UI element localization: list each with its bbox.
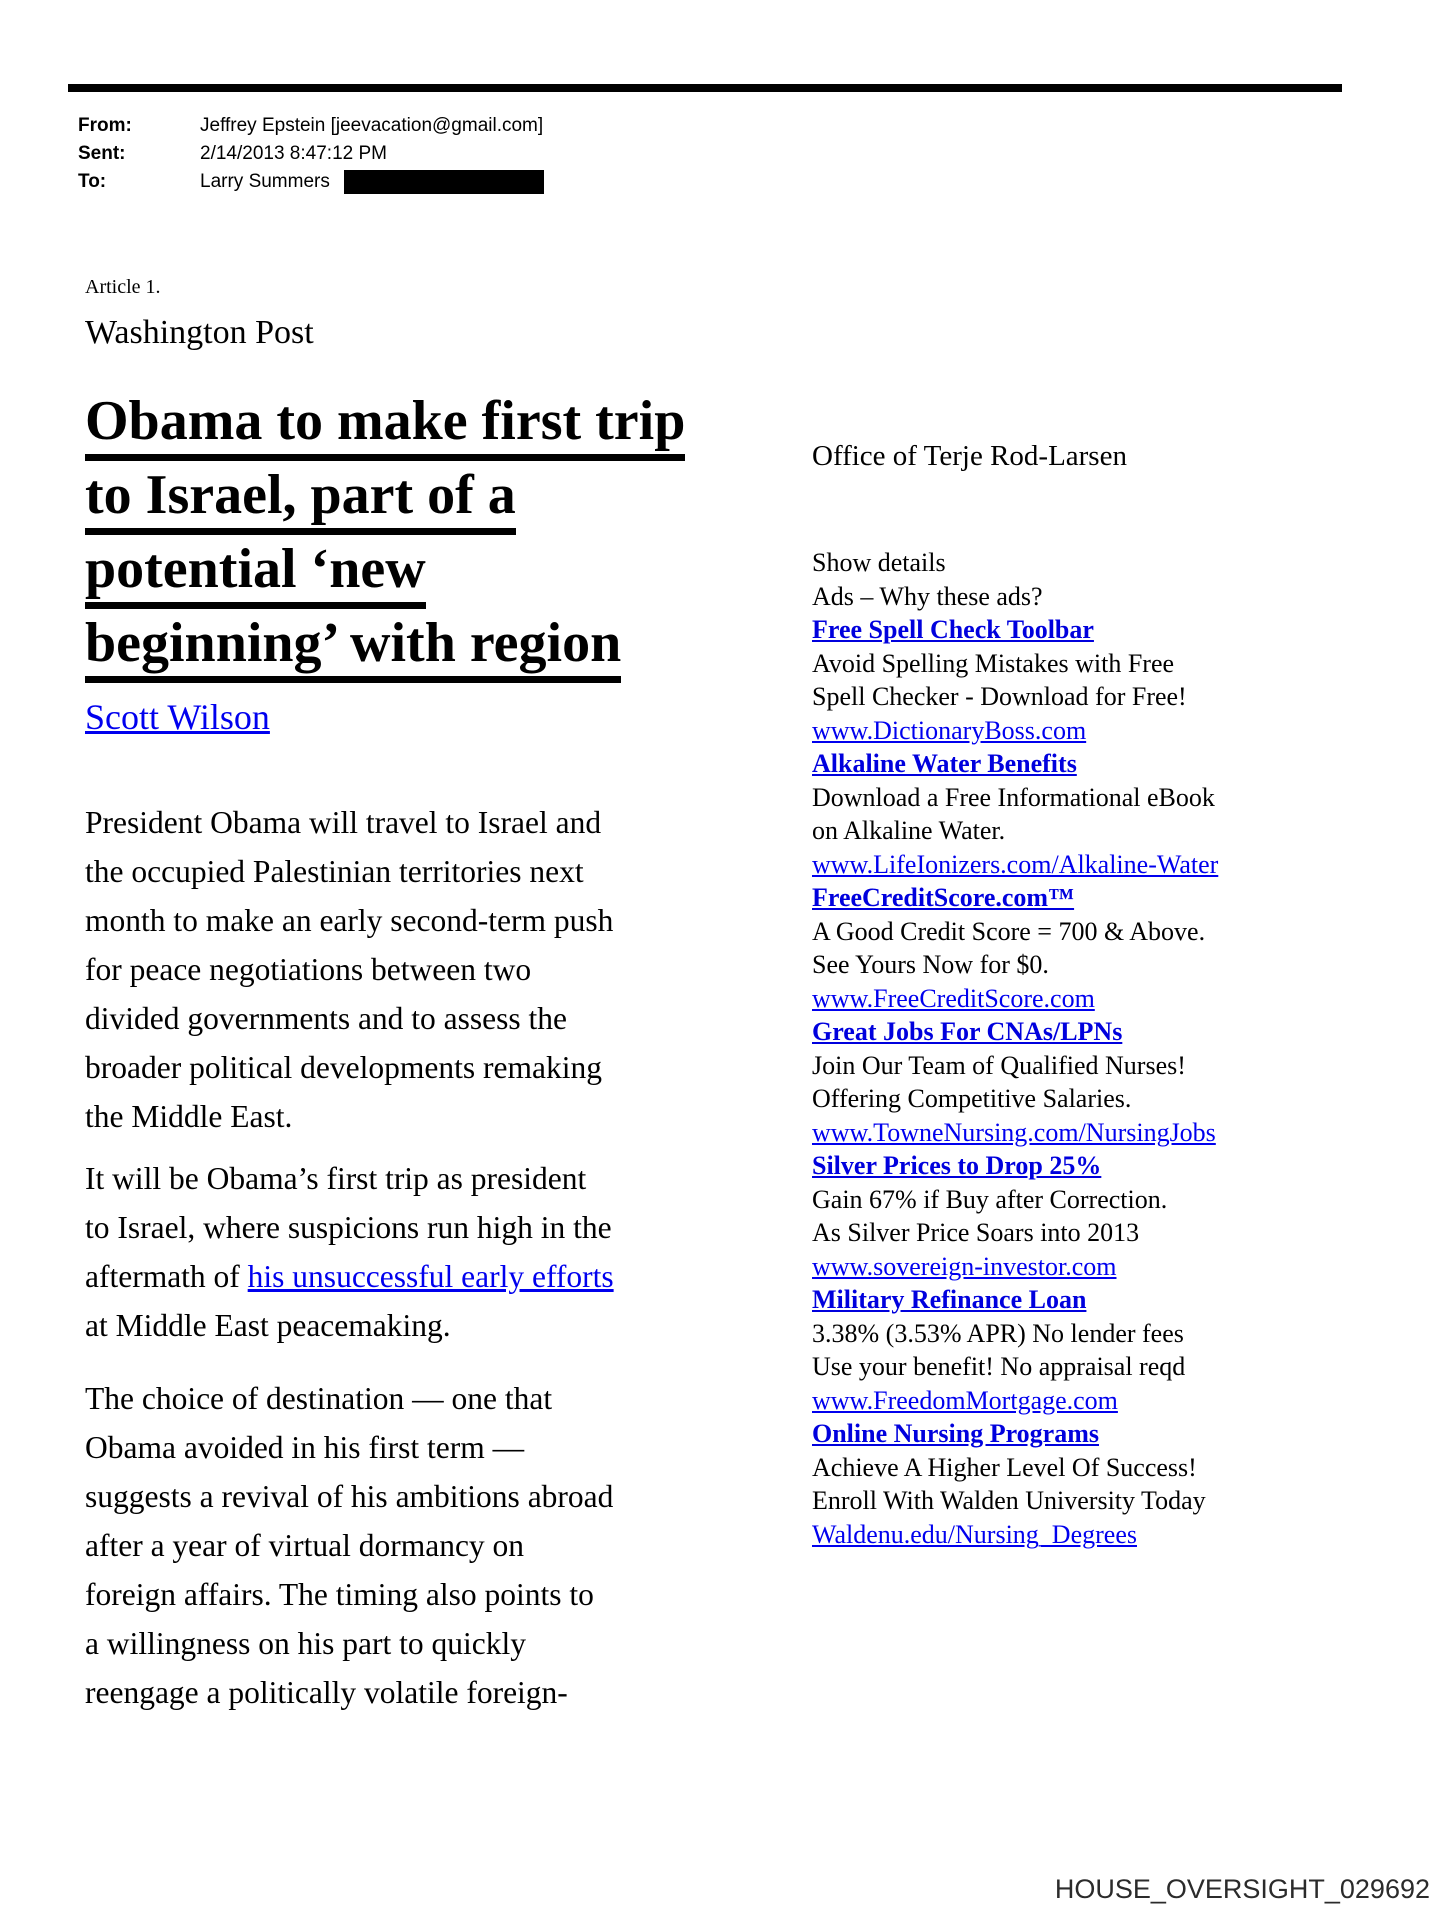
text-run: It will be Obama’s first trip as president [85, 1161, 587, 1196]
redaction-bar [344, 170, 544, 194]
sent-value: 2/14/2013 8:47:12 PM [200, 143, 387, 164]
email-from-row [78, 112, 544, 140]
body-line [85, 1374, 613, 1423]
ad-description-line: Download a Free Informational eBook [812, 782, 1215, 812]
text-run: Obama avoided in his first term — [85, 1430, 525, 1465]
body-line [85, 847, 613, 896]
ad-description-line: 3.38% (3.53% APR) No lender fees [812, 1318, 1184, 1348]
text-run: broader political developments remaking [85, 1050, 602, 1085]
body-line [85, 896, 613, 945]
ad-description-line: As Silver Price Soars into 2013 [812, 1218, 1140, 1247]
article-paragraph [85, 1154, 614, 1350]
text-run: suggests a revival of his ambitions abroad [85, 1479, 614, 1514]
headline-line: potential ‘new [85, 538, 426, 609]
body-line [85, 1521, 613, 1570]
body-line [85, 1092, 613, 1141]
ad-description-line: on Alkaline Water. [812, 816, 1006, 845]
text-run: the Middle East. [85, 1099, 293, 1134]
ad-item [812, 1417, 1232, 1551]
ad-title-link[interactable]: Military Refinance Loan [812, 1285, 1087, 1314]
text-run: foreign affairs. The timing also points to [85, 1577, 594, 1612]
to-value: Larry Summers [200, 171, 330, 192]
byline-link[interactable]: Scott Wilson [85, 697, 270, 737]
text-run: month to make an early second-term push [85, 903, 614, 938]
text-run: to Israel, where suspicions run high in the [85, 1210, 612, 1245]
headline-line: Obama to make first trip [85, 390, 685, 461]
sidebar [812, 546, 1232, 1551]
email-to-row [78, 168, 544, 196]
inline-link[interactable]: his unsuccessful early efforts [247, 1259, 614, 1294]
ad-description-line: Join Our Team of Qualified Nurses! [812, 1050, 1186, 1080]
from-value: Jeffrey Epstein [jeevacation@gmail.com] [200, 115, 544, 136]
ad-description-line: Spell Checker - Download for Free! [812, 682, 1187, 711]
ad-title-link[interactable]: FreeCreditScore.com™ [812, 883, 1075, 912]
ad-description-line: A Good Credit Score = 700 & Above. [812, 916, 1206, 946]
text-run: after a year of virtual dormancy on [85, 1528, 525, 1563]
body-line [85, 1472, 613, 1521]
ad-item [812, 747, 1232, 881]
ad-title-link[interactable]: Alkaline Water Benefits [812, 749, 1077, 778]
ad-item [812, 1283, 1232, 1417]
ad-url-link[interactable]: www.FreeCreditScore.com [812, 983, 1095, 1013]
body-line [85, 1203, 614, 1252]
ad-description-line: Gain 67% if Buy after Correction. [812, 1184, 1168, 1214]
ad-description-line: Enroll With Walden University Today [812, 1486, 1206, 1515]
ads-header: Ads – Why these ads? [812, 581, 1043, 611]
ad-title-link[interactable]: Online Nursing Programs [812, 1419, 1099, 1448]
ad-item [812, 1149, 1232, 1283]
ad-url-link[interactable]: www.FreedomMortgage.com [812, 1385, 1118, 1415]
article-number-label: Article 1. [85, 276, 161, 298]
body-line [85, 945, 613, 994]
ad-url-link[interactable]: www.LifeIonizers.com/Alkaline-Water [812, 849, 1219, 879]
ad-url-link[interactable]: www.sovereign-investor.com [812, 1251, 1117, 1281]
body-line [85, 994, 613, 1043]
ad-description-line: Offering Competitive Salaries. [812, 1084, 1132, 1113]
article-paragraph [85, 1374, 613, 1717]
ad-title-link[interactable]: Silver Prices to Drop 25% [812, 1151, 1102, 1180]
ads-list [812, 613, 1232, 1551]
to-label: To: [78, 171, 107, 192]
ad-url-link[interactable]: Waldenu.edu/Nursing_Degrees [812, 1519, 1137, 1549]
body-line [85, 1154, 614, 1203]
ad-title-link[interactable]: Great Jobs For CNAs/LPNs [812, 1017, 1123, 1046]
headline-line-row [85, 384, 685, 458]
body-line [85, 798, 613, 847]
text-run: The choice of destination — one that [85, 1381, 553, 1416]
text-run: for peace negotiations between two [85, 952, 532, 987]
email-sent-row [78, 140, 544, 168]
text-run: at Middle East peacemaking. [85, 1308, 451, 1343]
ad-description-line: Avoid Spelling Mistakes with Free [812, 648, 1175, 678]
top-rule [68, 84, 1342, 92]
ad-description-line: Achieve A Higher Level Of Success! [812, 1452, 1197, 1482]
body-line [85, 1043, 613, 1092]
ad-item [812, 881, 1232, 1015]
email-header [78, 112, 544, 196]
body-line [85, 1252, 614, 1301]
ad-item [812, 1015, 1232, 1149]
text-run: divided governments and to assess the [85, 1001, 568, 1036]
body-line [85, 1668, 613, 1717]
article-paragraph [85, 798, 613, 1141]
text-run: reengage a politically volatile foreign- [85, 1675, 568, 1710]
publication-name: Washington Post [85, 314, 314, 351]
body-line [85, 1423, 613, 1472]
from-label: From: [78, 115, 132, 136]
headline-line-row [85, 606, 685, 680]
text-run: the occupied Palestinian territories next [85, 854, 584, 889]
ad-item [812, 613, 1232, 747]
ad-title-link[interactable]: Free Spell Check Toolbar [812, 615, 1094, 644]
ad-url-link[interactable]: www.TowneNursing.com/NursingJobs [812, 1117, 1216, 1147]
ad-description-line: Use your benefit! No appraisal reqd [812, 1352, 1186, 1381]
bates-number: HOUSE_OVERSIGHT_029692 [1054, 1874, 1430, 1904]
body-line [85, 1570, 613, 1619]
headline-line-row [85, 532, 685, 606]
sent-label: Sent: [78, 143, 126, 164]
text-run: President Obama will travel to Israel and [85, 805, 602, 840]
headline-line: beginning’ with region [85, 612, 621, 683]
show-details[interactable]: Show details [812, 548, 946, 577]
body-line [85, 1301, 614, 1350]
office-line: Office of Terje Rod-Larsen [812, 440, 1127, 472]
text-run: a willingness on his part to quickly [85, 1626, 526, 1661]
headline [85, 384, 685, 680]
ad-url-link[interactable]: www.DictionaryBoss.com [812, 715, 1087, 745]
headline-line-row [85, 458, 685, 532]
ad-description-line: See Yours Now for $0. [812, 950, 1049, 979]
body-line [85, 1619, 613, 1668]
headline-line: to Israel, part of a [85, 464, 516, 535]
text-run: aftermath of [85, 1259, 248, 1294]
